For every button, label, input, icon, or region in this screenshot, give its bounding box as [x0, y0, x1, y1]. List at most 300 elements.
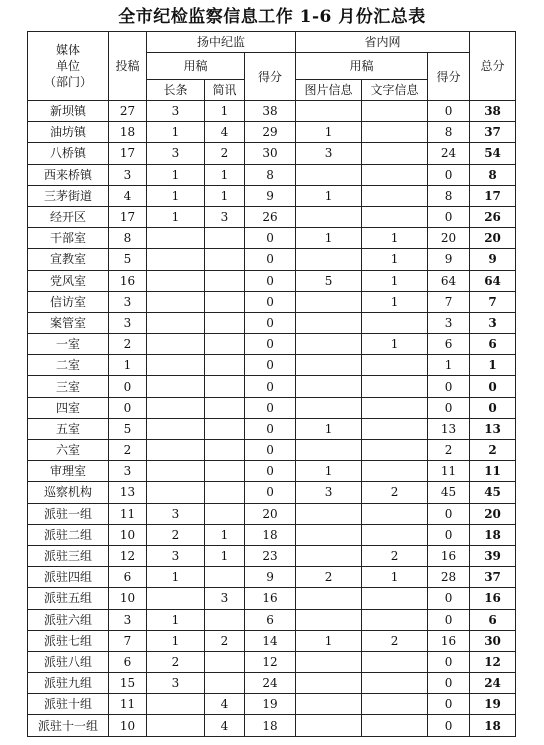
total-score-cell: 2	[470, 440, 516, 461]
table-row	[28, 185, 516, 206]
long-article-cell: 1	[147, 567, 205, 588]
table-row	[28, 715, 516, 736]
long-article-cell	[147, 440, 205, 461]
text-info-cell	[362, 673, 428, 694]
long-article-cell: 3	[147, 503, 205, 524]
submitted-cell: 3	[109, 461, 147, 482]
long-article-cell	[147, 715, 205, 736]
unit-cell: 信访室	[28, 291, 109, 312]
header-total: 总分	[470, 32, 516, 101]
text-info-cell: 1	[362, 228, 428, 249]
brief-cell	[205, 228, 245, 249]
table-row	[28, 397, 516, 418]
total-score-cell: 17	[470, 185, 516, 206]
unit-cell: 六室	[28, 440, 109, 461]
text-info-cell	[362, 376, 428, 397]
long-article-cell	[147, 376, 205, 397]
brief-cell: 1	[205, 545, 245, 566]
unit-cell: 干部室	[28, 228, 109, 249]
long-article-cell: 3	[147, 143, 205, 164]
unit-cell: 派驻四组	[28, 567, 109, 588]
long-article-cell: 2	[147, 651, 205, 672]
provincial-score-cell: 9	[428, 249, 470, 270]
brief-cell: 1	[205, 164, 245, 185]
picture-info-cell: 3	[296, 143, 362, 164]
provincial-score-cell: 0	[428, 651, 470, 672]
table-row	[28, 482, 516, 503]
picture-info-cell	[296, 440, 362, 461]
yangzhong-score-cell: 18	[245, 715, 296, 736]
total-score-cell: 7	[470, 291, 516, 312]
provincial-score-cell: 8	[428, 185, 470, 206]
total-score-cell: 26	[470, 206, 516, 227]
long-article-cell: 3	[147, 101, 205, 122]
yangzhong-score-cell: 0	[245, 249, 296, 270]
table-row	[28, 524, 516, 545]
brief-cell	[205, 673, 245, 694]
provincial-score-cell: 16	[428, 545, 470, 566]
table-row	[28, 312, 516, 333]
total-score-cell: 54	[470, 143, 516, 164]
picture-info-cell: 5	[296, 270, 362, 291]
header-score-yz: 得分	[245, 53, 296, 101]
header-brief: 简讯	[205, 80, 245, 101]
long-article-cell: 1	[147, 122, 205, 143]
yangzhong-score-cell: 0	[245, 376, 296, 397]
submitted-cell: 10	[109, 715, 147, 736]
text-info-cell	[362, 143, 428, 164]
picture-info-cell	[296, 503, 362, 524]
unit-cell: 西来桥镇	[28, 164, 109, 185]
yangzhong-score-cell: 0	[245, 291, 296, 312]
unit-cell: 派驻七组	[28, 630, 109, 651]
table-row	[28, 418, 516, 439]
total-score-cell: 3	[470, 312, 516, 333]
text-info-cell: 1	[362, 270, 428, 291]
submitted-cell: 2	[109, 334, 147, 355]
unit-cell: 油坊镇	[28, 122, 109, 143]
table-row	[28, 206, 516, 227]
text-info-cell: 1	[362, 291, 428, 312]
yangzhong-score-cell: 24	[245, 673, 296, 694]
brief-cell	[205, 270, 245, 291]
provincial-score-cell: 0	[428, 164, 470, 185]
summary-table	[27, 31, 516, 737]
unit-cell: 派驻一组	[28, 503, 109, 524]
table-row	[28, 630, 516, 651]
text-info-cell	[362, 461, 428, 482]
submitted-cell: 3	[109, 312, 147, 333]
text-info-cell: 2	[362, 630, 428, 651]
yangzhong-score-cell: 23	[245, 545, 296, 566]
submitted-cell: 11	[109, 694, 147, 715]
unit-cell: 八桥镇	[28, 143, 109, 164]
yangzhong-score-cell: 29	[245, 122, 296, 143]
brief-cell	[205, 249, 245, 270]
provincial-score-cell: 28	[428, 567, 470, 588]
total-score-cell: 13	[470, 418, 516, 439]
picture-info-cell	[296, 588, 362, 609]
text-info-cell	[362, 355, 428, 376]
table-row	[28, 334, 516, 355]
header-unit-media: 媒体	[55, 42, 80, 57]
total-score-cell: 37	[470, 122, 516, 143]
picture-info-cell	[296, 291, 362, 312]
submitted-cell: 12	[109, 545, 147, 566]
total-score-cell: 6	[470, 334, 516, 355]
yangzhong-score-cell: 26	[245, 206, 296, 227]
header-submitted: 投稿	[109, 32, 147, 101]
long-article-cell: 3	[147, 673, 205, 694]
total-score-cell: 24	[470, 673, 516, 694]
brief-cell	[205, 609, 245, 630]
text-info-cell	[362, 164, 428, 185]
submitted-cell: 17	[109, 206, 147, 227]
picture-info-cell: 1	[296, 630, 362, 651]
picture-info-cell	[296, 376, 362, 397]
text-info-cell: 2	[362, 482, 428, 503]
submitted-cell: 15	[109, 673, 147, 694]
picture-info-cell	[296, 206, 362, 227]
document-title: 全市纪检监察信息工作 1-6 月份汇总表	[118, 7, 426, 27]
text-info-cell: 1	[362, 567, 428, 588]
long-article-cell: 1	[147, 185, 205, 206]
total-score-cell: 18	[470, 715, 516, 736]
brief-cell	[205, 503, 245, 524]
yangzhong-score-cell: 16	[245, 588, 296, 609]
long-article-cell	[147, 228, 205, 249]
picture-info-cell	[296, 101, 362, 122]
total-score-cell: 38	[470, 101, 516, 122]
table-row	[28, 609, 516, 630]
unit-cell: 二室	[28, 355, 109, 376]
text-info-cell: 1	[362, 249, 428, 270]
long-article-cell	[147, 355, 205, 376]
total-score-cell: 20	[470, 503, 516, 524]
submitted-cell: 17	[109, 143, 147, 164]
provincial-score-cell: 0	[428, 397, 470, 418]
text-info-cell	[362, 418, 428, 439]
text-info-cell	[362, 206, 428, 227]
provincial-score-cell: 0	[428, 503, 470, 524]
long-article-cell	[147, 249, 205, 270]
yangzhong-score-cell: 38	[245, 101, 296, 122]
header-picture-info: 图片信息	[296, 80, 362, 101]
provincial-score-cell: 0	[428, 376, 470, 397]
unit-cell: 派驻九组	[28, 673, 109, 694]
table-row	[28, 291, 516, 312]
long-article-cell	[147, 334, 205, 355]
brief-cell	[205, 482, 245, 503]
text-info-cell	[362, 609, 428, 630]
brief-cell	[205, 397, 245, 418]
picture-info-cell: 1	[296, 122, 362, 143]
brief-cell: 1	[205, 185, 245, 206]
provincial-score-cell: 13	[428, 418, 470, 439]
text-info-cell	[362, 185, 428, 206]
long-article-cell	[147, 418, 205, 439]
picture-info-cell	[296, 397, 362, 418]
brief-cell: 1	[205, 524, 245, 545]
yangzhong-score-cell: 0	[245, 482, 296, 503]
picture-info-cell	[296, 355, 362, 376]
text-info-cell	[362, 651, 428, 672]
table-row	[28, 164, 516, 185]
unit-cell: 派驻十组	[28, 694, 109, 715]
unit-cell: 派驻三组	[28, 545, 109, 566]
provincial-score-cell: 64	[428, 270, 470, 291]
text-info-cell: 1	[362, 334, 428, 355]
total-score-cell: 6	[470, 609, 516, 630]
long-article-cell: 1	[147, 206, 205, 227]
text-info-cell	[362, 397, 428, 418]
text-info-cell	[362, 524, 428, 545]
provincial-score-cell: 2	[428, 440, 470, 461]
header-yangzhong: 扬中纪监	[147, 32, 296, 53]
provincial-score-cell: 6	[428, 334, 470, 355]
long-article-cell	[147, 482, 205, 503]
long-article-cell	[147, 694, 205, 715]
submitted-cell: 5	[109, 418, 147, 439]
table-body	[28, 101, 516, 737]
table-row	[28, 122, 516, 143]
table-header	[28, 32, 516, 101]
total-score-cell: 16	[470, 588, 516, 609]
total-score-cell: 0	[470, 376, 516, 397]
header-text-info: 文字信息	[362, 80, 428, 101]
brief-cell	[205, 461, 245, 482]
submitted-cell: 3	[109, 164, 147, 185]
picture-info-cell: 1	[296, 461, 362, 482]
unit-cell: 党风室	[28, 270, 109, 291]
yangzhong-score-cell: 19	[245, 694, 296, 715]
unit-cell: 三茅街道	[28, 185, 109, 206]
picture-info-cell	[296, 609, 362, 630]
unit-cell: 经开区	[28, 206, 109, 227]
brief-cell	[205, 355, 245, 376]
total-score-cell: 20	[470, 228, 516, 249]
submitted-cell: 10	[109, 524, 147, 545]
brief-cell: 4	[205, 694, 245, 715]
unit-cell: 派驻十一组	[28, 715, 109, 736]
long-article-cell	[147, 397, 205, 418]
provincial-score-cell: 0	[428, 694, 470, 715]
brief-cell	[205, 376, 245, 397]
submitted-cell: 7	[109, 630, 147, 651]
picture-info-cell	[296, 651, 362, 672]
header-long-article: 长条	[147, 80, 205, 101]
yangzhong-score-cell: 0	[245, 397, 296, 418]
provincial-score-cell: 0	[428, 101, 470, 122]
table-row	[28, 440, 516, 461]
unit-cell: 四室	[28, 397, 109, 418]
picture-info-cell	[296, 164, 362, 185]
submitted-cell: 2	[109, 440, 147, 461]
submitted-cell: 0	[109, 397, 147, 418]
unit-cell: 宣教室	[28, 249, 109, 270]
provincial-score-cell: 0	[428, 524, 470, 545]
provincial-score-cell: 45	[428, 482, 470, 503]
table-row	[28, 461, 516, 482]
total-score-cell: 12	[470, 651, 516, 672]
yangzhong-score-cell: 9	[245, 185, 296, 206]
picture-info-cell	[296, 334, 362, 355]
long-article-cell: 1	[147, 630, 205, 651]
provincial-score-cell: 16	[428, 630, 470, 651]
brief-cell: 2	[205, 143, 245, 164]
text-info-cell	[362, 588, 428, 609]
text-info-cell	[362, 101, 428, 122]
unit-cell: 五室	[28, 418, 109, 439]
yangzhong-score-cell: 20	[245, 503, 296, 524]
table-row	[28, 249, 516, 270]
header-score-prov: 得分	[428, 53, 470, 101]
yangzhong-score-cell: 0	[245, 334, 296, 355]
picture-info-cell: 1	[296, 185, 362, 206]
submitted-cell: 1	[109, 355, 147, 376]
submitted-cell: 13	[109, 482, 147, 503]
yangzhong-score-cell: 18	[245, 524, 296, 545]
table-row	[28, 101, 516, 122]
provincial-score-cell: 0	[428, 206, 470, 227]
yangzhong-score-cell: 8	[245, 164, 296, 185]
table-row	[28, 651, 516, 672]
submitted-cell: 4	[109, 185, 147, 206]
total-score-cell: 1	[470, 355, 516, 376]
text-info-cell	[362, 715, 428, 736]
total-score-cell: 19	[470, 694, 516, 715]
total-score-cell: 9	[470, 249, 516, 270]
long-article-cell	[147, 312, 205, 333]
brief-cell: 3	[205, 588, 245, 609]
yangzhong-score-cell: 0	[245, 440, 296, 461]
total-score-cell: 18	[470, 524, 516, 545]
submitted-cell: 6	[109, 567, 147, 588]
total-score-cell: 0	[470, 397, 516, 418]
unit-cell: 案管室	[28, 312, 109, 333]
unit-cell: 新坝镇	[28, 101, 109, 122]
unit-cell: 派驻八组	[28, 651, 109, 672]
unit-cell: 派驻五组	[28, 588, 109, 609]
header-adopted-prov: 用稿	[296, 53, 428, 80]
text-info-cell: 2	[362, 545, 428, 566]
provincial-score-cell: 1	[428, 355, 470, 376]
yangzhong-score-cell: 12	[245, 651, 296, 672]
provincial-score-cell: 0	[428, 609, 470, 630]
total-score-cell: 45	[470, 482, 516, 503]
brief-cell: 4	[205, 122, 245, 143]
header-provincial: 省内网	[296, 32, 470, 53]
long-article-cell	[147, 461, 205, 482]
yangzhong-score-cell: 0	[245, 418, 296, 439]
text-info-cell	[362, 503, 428, 524]
total-score-cell: 39	[470, 545, 516, 566]
provincial-score-cell: 0	[428, 673, 470, 694]
long-article-cell	[147, 270, 205, 291]
yangzhong-score-cell: 30	[245, 143, 296, 164]
yangzhong-score-cell: 0	[245, 461, 296, 482]
picture-info-cell: 2	[296, 567, 362, 588]
table-row	[28, 588, 516, 609]
unit-cell: 一室	[28, 334, 109, 355]
text-info-cell	[362, 122, 428, 143]
submitted-cell: 27	[109, 101, 147, 122]
submitted-cell: 0	[109, 376, 147, 397]
provincial-score-cell: 0	[428, 588, 470, 609]
brief-cell: 1	[205, 101, 245, 122]
text-info-cell	[362, 312, 428, 333]
table-row	[28, 567, 516, 588]
picture-info-cell: 1	[296, 228, 362, 249]
brief-cell	[205, 334, 245, 355]
long-article-cell	[147, 588, 205, 609]
yangzhong-score-cell: 0	[245, 312, 296, 333]
table-row	[28, 270, 516, 291]
long-article-cell: 3	[147, 545, 205, 566]
long-article-cell	[147, 291, 205, 312]
submitted-cell: 6	[109, 651, 147, 672]
submitted-cell: 3	[109, 609, 147, 630]
brief-cell: 3	[205, 206, 245, 227]
total-score-cell: 64	[470, 270, 516, 291]
picture-info-cell	[296, 249, 362, 270]
brief-cell	[205, 418, 245, 439]
total-score-cell: 37	[470, 567, 516, 588]
unit-cell: 巡察机构	[28, 482, 109, 503]
unit-cell: 三室	[28, 376, 109, 397]
table-row	[28, 545, 516, 566]
submitted-cell: 16	[109, 270, 147, 291]
provincial-score-cell: 24	[428, 143, 470, 164]
brief-cell	[205, 651, 245, 672]
submitted-cell: 8	[109, 228, 147, 249]
yangzhong-score-cell: 0	[245, 270, 296, 291]
picture-info-cell	[296, 312, 362, 333]
picture-info-cell	[296, 694, 362, 715]
table-row	[28, 143, 516, 164]
picture-info-cell: 1	[296, 418, 362, 439]
picture-info-cell	[296, 715, 362, 736]
picture-info-cell	[296, 524, 362, 545]
table-row	[28, 228, 516, 249]
text-info-cell	[362, 440, 428, 461]
submitted-cell: 5	[109, 249, 147, 270]
brief-cell: 2	[205, 630, 245, 651]
picture-info-cell	[296, 545, 362, 566]
table-row	[28, 355, 516, 376]
long-article-cell: 1	[147, 164, 205, 185]
provincial-score-cell: 20	[428, 228, 470, 249]
unit-cell: 派驻六组	[28, 609, 109, 630]
brief-cell: 4	[205, 715, 245, 736]
provincial-score-cell: 3	[428, 312, 470, 333]
provincial-score-cell: 11	[428, 461, 470, 482]
unit-cell: 派驻二组	[28, 524, 109, 545]
yangzhong-score-cell: 0	[245, 228, 296, 249]
provincial-score-cell: 0	[428, 715, 470, 736]
long-article-cell: 1	[147, 609, 205, 630]
brief-cell	[205, 312, 245, 333]
table-row	[28, 694, 516, 715]
total-score-cell: 11	[470, 461, 516, 482]
table-row	[28, 673, 516, 694]
submitted-cell: 11	[109, 503, 147, 524]
yangzhong-score-cell: 9	[245, 567, 296, 588]
header-adopted-yz: 用稿	[147, 53, 245, 80]
picture-info-cell: 3	[296, 482, 362, 503]
table-row	[28, 376, 516, 397]
header-unit-dept: （部门）	[43, 75, 92, 90]
